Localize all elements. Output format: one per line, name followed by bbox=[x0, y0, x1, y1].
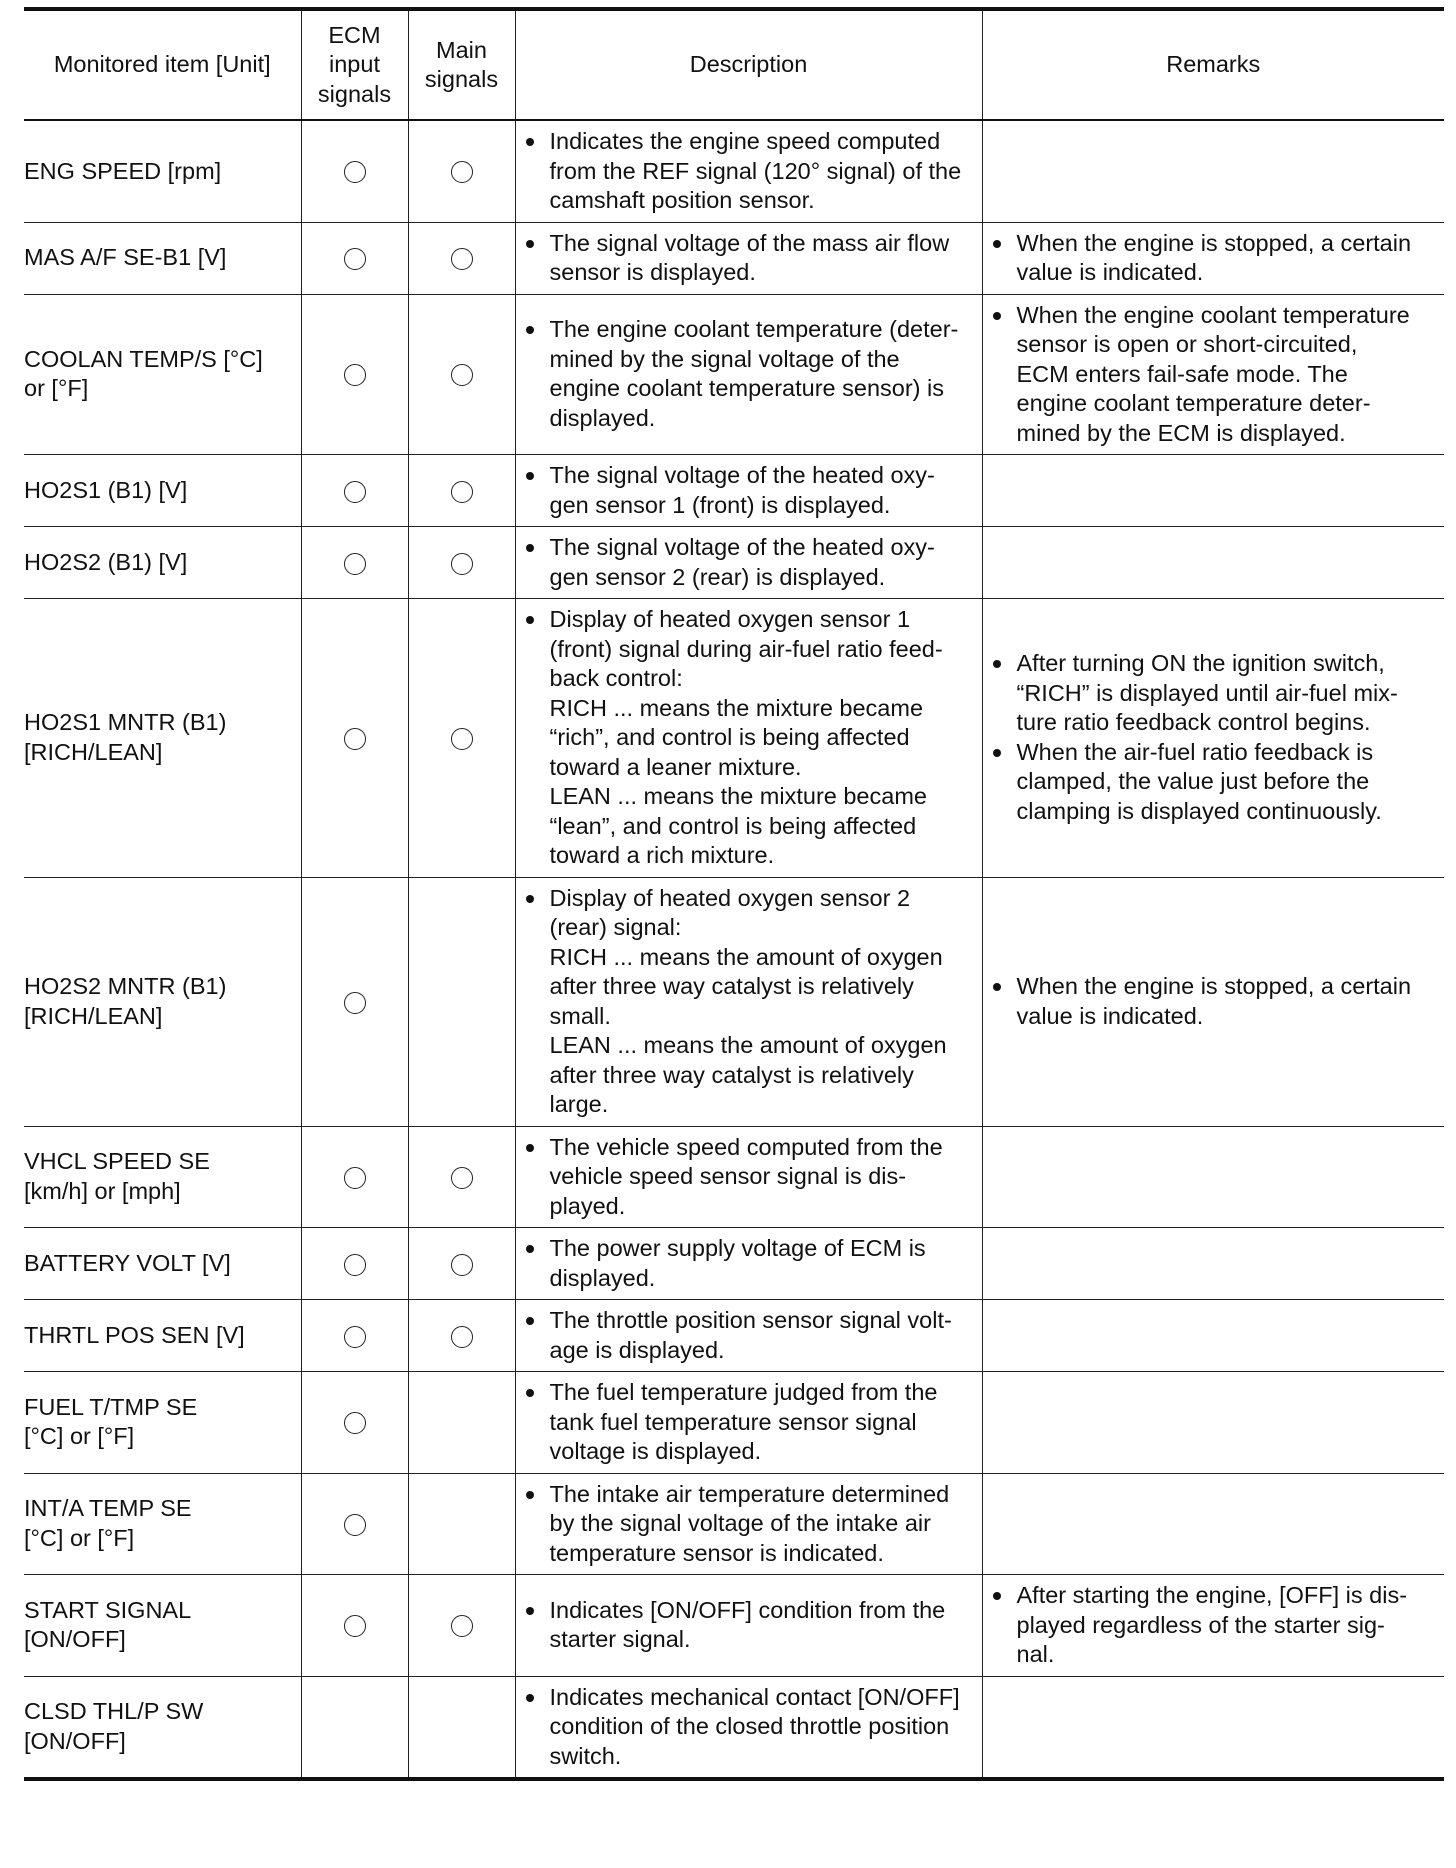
description-list bbox=[516, 455, 982, 526]
bullet-line: condition of the closed throttle position bbox=[549, 1713, 950, 1739]
bullet-line: age is displayed. bbox=[549, 1336, 725, 1363]
bullet-line: toward a leaner mixture. bbox=[549, 753, 802, 780]
header-ecm-input-signals: ECM input signals bbox=[301, 9, 408, 120]
bullet-line: played. bbox=[549, 1192, 626, 1219]
monitored-item-cell bbox=[24, 1473, 301, 1575]
bullet-line: Display of heated oxygen sensor 1 bbox=[549, 606, 911, 632]
table-row bbox=[24, 1676, 1444, 1779]
header-monitored-item: Monitored item [Unit] bbox=[24, 9, 301, 120]
main-signal-cell bbox=[408, 1575, 515, 1677]
main-signal-cell bbox=[408, 527, 515, 599]
bullet-line: The power supply voltage of ECM is bbox=[549, 1235, 926, 1261]
bullet-line: value is indicated. bbox=[1016, 1002, 1204, 1029]
bullet-item bbox=[1017, 972, 1437, 1031]
monitored-item-cell bbox=[24, 294, 301, 455]
ecm-input-cell bbox=[301, 1126, 408, 1228]
bullet-line: by the signal voltage of the intake air bbox=[549, 1510, 931, 1536]
main-signal-cell bbox=[408, 1372, 515, 1474]
monitored-item-label: VHCL SPEED SE bbox=[24, 1148, 210, 1175]
ecm-input-cell bbox=[301, 1575, 408, 1677]
ecm-input-cell bbox=[301, 599, 408, 878]
table-row bbox=[24, 294, 1444, 455]
remarks-cell bbox=[982, 1676, 1444, 1779]
description-list bbox=[516, 1590, 982, 1661]
description-cell bbox=[515, 1300, 982, 1372]
bullet-line: value is indicated. bbox=[1016, 259, 1204, 285]
circle-mark-icon bbox=[451, 364, 473, 386]
bullet-line: The intake air temperature determined bbox=[549, 1480, 950, 1507]
remarks-cell bbox=[982, 599, 1444, 878]
remarks-cell bbox=[982, 222, 1444, 294]
bullet-line: When the air-fuel ratio feedback is bbox=[1016, 738, 1374, 765]
description-cell bbox=[515, 1126, 982, 1228]
ecm-input-cell bbox=[301, 455, 408, 527]
description-list bbox=[516, 878, 982, 1126]
monitored-item-label: [°C] or [°F] bbox=[24, 1524, 135, 1551]
monitored-items-table bbox=[24, 7, 1444, 1781]
bullet-item bbox=[550, 884, 974, 1120]
remarks-cell bbox=[982, 1575, 1444, 1677]
bullet-item bbox=[550, 229, 974, 288]
table-row bbox=[24, 527, 1444, 599]
main-signal-cell bbox=[408, 599, 515, 878]
remarks-cell bbox=[982, 455, 1444, 527]
description-list bbox=[516, 309, 982, 439]
ecm-input-cell bbox=[301, 1228, 408, 1300]
main-signal-cell bbox=[408, 1228, 515, 1300]
monitored-item-label: HO2S2 (B1) [V] bbox=[24, 548, 188, 575]
description-cell bbox=[515, 1676, 982, 1779]
bullet-line: Display of heated oxygen sensor 2 bbox=[549, 884, 911, 911]
description-list bbox=[516, 1372, 982, 1473]
monitored-item-cell bbox=[24, 1300, 301, 1372]
bullet-item bbox=[1017, 649, 1437, 738]
bullet-line: The signal voltage of the heated oxy- bbox=[549, 534, 935, 560]
description-list bbox=[516, 1677, 982, 1778]
remarks-cell bbox=[982, 294, 1444, 455]
bullet-item bbox=[1017, 301, 1437, 449]
ecm-input-cell bbox=[301, 877, 408, 1126]
bullet-line: mined by the signal voltage of the bbox=[549, 345, 900, 372]
table-row bbox=[24, 1473, 1444, 1575]
bullet-line: after three way catalyst is relatively bbox=[549, 1061, 914, 1088]
circle-mark-icon bbox=[344, 728, 366, 750]
circle-mark-icon bbox=[451, 1167, 473, 1189]
bullet-line: LEAN ... means the amount of oxygen bbox=[549, 1032, 947, 1058]
bullet-line: small. bbox=[549, 1002, 611, 1029]
bullet-item bbox=[550, 1306, 974, 1365]
monitored-item-label: ENG SPEED [rpm] bbox=[24, 157, 222, 184]
ecm-input-cell bbox=[301, 120, 408, 222]
bullet-line: Indicates the engine speed computed bbox=[549, 128, 941, 154]
bullet-item bbox=[550, 1234, 974, 1293]
bullet-line: displayed. bbox=[549, 1264, 656, 1291]
bullet-line: large. bbox=[549, 1091, 609, 1117]
monitored-item-cell bbox=[24, 120, 301, 222]
ecm-input-cell bbox=[301, 1372, 408, 1474]
circle-mark-icon bbox=[344, 364, 366, 386]
monitored-item-label: [km/h] or [mph] bbox=[24, 1177, 181, 1204]
bullet-line: The engine coolant temperature (deter- bbox=[549, 316, 959, 343]
header-description: Description bbox=[515, 9, 982, 120]
table-row bbox=[24, 877, 1444, 1126]
bullet-line: clamped, the value just before the bbox=[1016, 768, 1370, 795]
circle-mark-icon bbox=[344, 1412, 366, 1434]
bullet-item bbox=[550, 533, 974, 592]
ecm-input-cell bbox=[301, 222, 408, 294]
bullet-line: LEAN ... means the mixture became bbox=[549, 783, 927, 809]
monitored-item-label: or [°F] bbox=[24, 375, 89, 402]
bullet-line: vehicle speed sensor signal is dis- bbox=[549, 1163, 907, 1189]
bullet-line: sensor is open or short-circuited, bbox=[1016, 331, 1358, 357]
bullet-line: displayed. bbox=[549, 404, 656, 431]
monitored-item-label: [RICH/LEAN] bbox=[24, 1002, 163, 1029]
bullet-item bbox=[1017, 1581, 1437, 1670]
bullet-line: from the REF signal (120° signal) of the bbox=[549, 157, 962, 184]
remarks-cell bbox=[982, 877, 1444, 1126]
table-row bbox=[24, 120, 1444, 222]
bullet-line: gen sensor 2 (rear) is displayed. bbox=[549, 563, 886, 590]
circle-mark-icon bbox=[344, 1254, 366, 1276]
circle-mark-icon bbox=[344, 1326, 366, 1348]
monitored-item-cell bbox=[24, 455, 301, 527]
main-signal-cell bbox=[408, 1473, 515, 1575]
monitored-item-cell bbox=[24, 877, 301, 1126]
bullet-item bbox=[1017, 738, 1437, 827]
main-signal-cell bbox=[408, 222, 515, 294]
bullet-line: When the engine is stopped, a certain bbox=[1016, 973, 1412, 999]
bullet-line: toward a rich mixture. bbox=[549, 842, 775, 868]
bullet-item bbox=[550, 1596, 974, 1655]
description-cell bbox=[515, 599, 982, 878]
main-signal-cell bbox=[408, 1126, 515, 1228]
circle-mark-icon bbox=[344, 1514, 366, 1536]
bullet-line: clamping is displayed continuously. bbox=[1016, 797, 1382, 824]
bullet-item bbox=[550, 1480, 974, 1569]
description-cell bbox=[515, 455, 982, 527]
bullet-line: camshaft position sensor. bbox=[549, 187, 815, 213]
bullet-line: voltage is displayed. bbox=[549, 1438, 762, 1464]
description-list bbox=[516, 223, 982, 294]
remarks-cell bbox=[982, 1372, 1444, 1474]
bullet-line: “RICH” is displayed until air-fuel mix- bbox=[1016, 679, 1398, 706]
bullet-line: gen sensor 1 (front) is displayed. bbox=[549, 491, 891, 518]
bullet-line: The vehicle speed computed from the bbox=[549, 1133, 943, 1160]
circle-mark-icon bbox=[451, 1326, 473, 1348]
main-signal-cell bbox=[408, 1676, 515, 1779]
monitored-item-cell bbox=[24, 222, 301, 294]
bullet-line: The signal voltage of the heated oxy- bbox=[549, 462, 935, 488]
table-row bbox=[24, 1575, 1444, 1677]
monitored-item-label: FUEL T/TMP SE bbox=[24, 1393, 198, 1420]
bullet-line: The signal voltage of the mass air flow bbox=[549, 229, 950, 256]
description-cell bbox=[515, 527, 982, 599]
remarks-list bbox=[983, 966, 1445, 1037]
remarks-list bbox=[983, 223, 1445, 294]
main-signal-cell bbox=[408, 120, 515, 222]
bullet-item bbox=[550, 1378, 974, 1467]
remarks-list bbox=[983, 295, 1445, 455]
bullet-item bbox=[550, 127, 974, 216]
main-signal-cell bbox=[408, 877, 515, 1126]
table-row bbox=[24, 1300, 1444, 1372]
description-cell bbox=[515, 1372, 982, 1474]
bullet-line: switch. bbox=[549, 1742, 622, 1769]
monitored-item-label: BATTERY VOLT [V] bbox=[24, 1249, 231, 1276]
monitored-item-cell bbox=[24, 1676, 301, 1779]
bullet-line: tank fuel temperature sensor signal bbox=[549, 1408, 917, 1435]
circle-mark-icon bbox=[451, 728, 473, 750]
remarks-cell bbox=[982, 120, 1444, 222]
circle-mark-icon bbox=[344, 1615, 366, 1637]
monitored-item-cell bbox=[24, 1372, 301, 1474]
bullet-line: nal. bbox=[1016, 1641, 1055, 1667]
bullet-line: When the engine is stopped, a certain bbox=[1016, 229, 1412, 256]
circle-mark-icon bbox=[451, 1615, 473, 1637]
monitored-item-label: [ON/OFF] bbox=[24, 1727, 126, 1754]
description-cell bbox=[515, 1473, 982, 1575]
remarks-cell bbox=[982, 527, 1444, 599]
bullet-line: “lean”, and control is being affected bbox=[549, 812, 917, 839]
circle-mark-icon bbox=[344, 161, 366, 183]
description-cell bbox=[515, 222, 982, 294]
description-list bbox=[516, 1228, 982, 1299]
bullet-line: (front) signal during air-fuel ratio feed- bbox=[549, 635, 943, 662]
remarks-cell bbox=[982, 1300, 1444, 1372]
ecm-input-cell bbox=[301, 1300, 408, 1372]
bullet-line: RICH ... means the mixture became bbox=[549, 694, 924, 721]
circle-mark-icon bbox=[344, 1167, 366, 1189]
bullet-item bbox=[550, 315, 974, 433]
description-list bbox=[516, 527, 982, 598]
monitored-item-label: THRTL POS SEN [V] bbox=[24, 1321, 245, 1348]
monitored-item-label: HO2S1 MNTR (B1) bbox=[24, 709, 227, 736]
circle-mark-icon bbox=[344, 992, 366, 1014]
main-signal-cell bbox=[408, 1300, 515, 1372]
header-row bbox=[24, 9, 1444, 120]
bullet-item bbox=[550, 605, 974, 871]
remarks-cell bbox=[982, 1126, 1444, 1228]
monitored-item-label: [ON/OFF] bbox=[24, 1626, 126, 1653]
bullet-line: back control: bbox=[549, 665, 683, 691]
circle-mark-icon bbox=[344, 481, 366, 503]
bullet-line: Indicates mechanical contact [ON/OFF] bbox=[549, 1683, 960, 1710]
bullet-line: starter signal. bbox=[549, 1626, 691, 1653]
table-row bbox=[24, 1228, 1444, 1300]
bullet-line: “rich”, and control is being affected bbox=[549, 724, 910, 750]
bullet-line: (rear) signal: bbox=[549, 914, 682, 940]
monitored-item-label: START SIGNAL bbox=[24, 1596, 192, 1623]
bullet-line: ECM enters fail-safe mode. The bbox=[1016, 360, 1348, 387]
monitored-item-label: CLSD THL/P SW bbox=[24, 1698, 204, 1725]
circle-mark-icon bbox=[344, 553, 366, 575]
bullet-line: ture ratio feedback control begins. bbox=[1016, 709, 1371, 736]
circle-mark-icon bbox=[451, 161, 473, 183]
bullet-line: played regardless of the starter sig- bbox=[1016, 1611, 1385, 1638]
monitored-item-label: HO2S1 (B1) [V] bbox=[24, 476, 188, 503]
description-cell bbox=[515, 294, 982, 455]
description-list bbox=[516, 1127, 982, 1228]
description-cell bbox=[515, 120, 982, 222]
monitored-item-label: HO2S2 MNTR (B1) bbox=[24, 973, 227, 999]
remarks-cell bbox=[982, 1228, 1444, 1300]
description-cell bbox=[515, 1575, 982, 1677]
bullet-line: sensor is displayed. bbox=[549, 259, 756, 285]
monitored-item-cell bbox=[24, 1228, 301, 1300]
remarks-list bbox=[983, 643, 1445, 832]
ecm-input-cell bbox=[301, 294, 408, 455]
table-row bbox=[24, 1372, 1444, 1474]
circle-mark-icon bbox=[451, 553, 473, 575]
bullet-item bbox=[550, 1133, 974, 1222]
ecm-input-cell bbox=[301, 1676, 408, 1779]
header-remarks: Remarks bbox=[982, 9, 1444, 120]
monitored-item-label: COOLAN TEMP/S [°C] bbox=[24, 345, 263, 372]
bullet-line: after three way catalyst is relatively bbox=[549, 973, 914, 999]
monitored-item-cell bbox=[24, 1575, 301, 1677]
description-list bbox=[516, 1474, 982, 1575]
bullet-line: temperature sensor is indicated. bbox=[549, 1539, 884, 1566]
remarks-list bbox=[983, 1575, 1445, 1676]
header-main-signals: Main signals bbox=[408, 9, 515, 120]
main-signal-cell bbox=[408, 294, 515, 455]
table-row bbox=[24, 222, 1444, 294]
monitored-item-cell bbox=[24, 527, 301, 599]
description-cell bbox=[515, 877, 982, 1126]
monitored-item-label: MAS A/F SE-B1 [V] bbox=[24, 244, 227, 271]
table-row bbox=[24, 455, 1444, 527]
bullet-line: engine coolant temperature deter- bbox=[1016, 390, 1371, 416]
bullet-item bbox=[550, 1683, 974, 1772]
bullet-item bbox=[550, 461, 974, 520]
circle-mark-icon bbox=[451, 1254, 473, 1276]
circle-mark-icon bbox=[451, 481, 473, 503]
description-list bbox=[516, 1300, 982, 1371]
table-row bbox=[24, 1126, 1444, 1228]
monitored-item-label: INT/A TEMP SE bbox=[24, 1495, 192, 1522]
monitored-item-cell bbox=[24, 1126, 301, 1228]
monitored-item-label: [°C] or [°F] bbox=[24, 1423, 135, 1450]
monitored-item-cell bbox=[24, 599, 301, 878]
bullet-line: The fuel temperature judged from the bbox=[549, 1379, 938, 1405]
bullet-line: The throttle position sensor signal volt- bbox=[549, 1307, 952, 1333]
ecm-input-cell bbox=[301, 1473, 408, 1575]
description-list bbox=[516, 121, 982, 222]
monitored-item-label: [RICH/LEAN] bbox=[24, 738, 163, 765]
bullet-line: After starting the engine, [OFF] is dis- bbox=[1016, 1582, 1408, 1608]
remarks-cell bbox=[982, 1473, 1444, 1575]
bullet-line: RICH ... means the amount of oxygen bbox=[549, 943, 943, 970]
bullet-line: engine coolant temperature sensor) is bbox=[549, 375, 944, 402]
bullet-item bbox=[1017, 229, 1437, 288]
ecm-input-cell bbox=[301, 527, 408, 599]
circle-mark-icon bbox=[344, 248, 366, 270]
main-signal-cell bbox=[408, 455, 515, 527]
bullet-line: When the engine coolant temperature bbox=[1016, 301, 1410, 328]
table-row bbox=[24, 599, 1444, 878]
description-list bbox=[516, 599, 982, 877]
bullet-line: Indicates [ON/OFF] condition from the bbox=[549, 1596, 946, 1623]
bullet-line: mined by the ECM is displayed. bbox=[1016, 419, 1346, 446]
bullet-line: After turning ON the ignition switch, bbox=[1016, 650, 1385, 677]
description-cell bbox=[515, 1228, 982, 1300]
circle-mark-icon bbox=[451, 248, 473, 270]
